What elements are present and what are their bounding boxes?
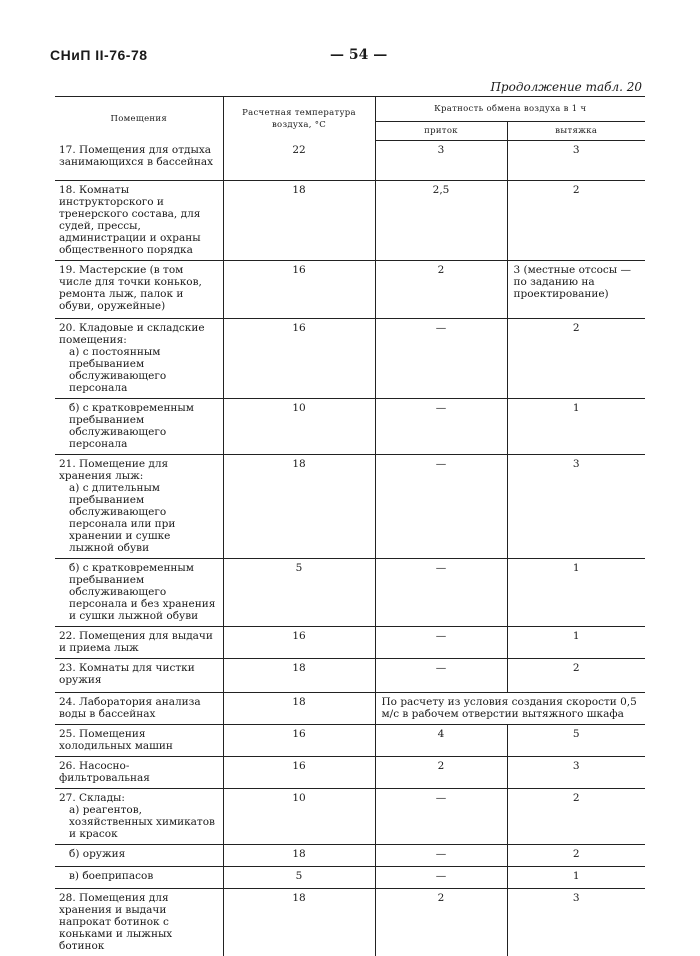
table-continuation-caption: Продолжение табл. 20: [490, 80, 642, 94]
room-temperature: 10: [223, 789, 375, 845]
header-exhaust: вытяжка: [507, 122, 645, 141]
room-temperature: 5: [223, 559, 375, 627]
room-group-title: 21. Помещение для хранения лыж:: [59, 458, 168, 482]
room-group-title: 27. Склады:: [59, 792, 125, 804]
room-temperature: 18: [223, 845, 375, 867]
table-row: [55, 559, 645, 627]
inflow-rate: —: [375, 455, 507, 559]
exhaust-rate: 3: [507, 889, 645, 956]
exhaust-rate: 2: [507, 845, 645, 867]
exhaust-rate: 3 (местные отсосы — по заданию на проектирование): [507, 261, 645, 319]
inflow-rate: —: [375, 559, 507, 627]
exhaust-rate: 2: [507, 659, 645, 693]
room-name: 26. Насосно-фильтровальная: [55, 757, 223, 789]
room-name: 25. Помещения холодильных машин: [55, 725, 223, 757]
table-row: [55, 867, 645, 889]
exhaust-rate: 3: [507, 455, 645, 559]
room-temperature: 22: [223, 141, 375, 181]
table-row: [55, 789, 645, 845]
room-name: 22. Помещения для выдачи и приема лыж: [55, 627, 223, 659]
header-temperature: Расчетная температура воздуха, °С: [223, 97, 375, 141]
room-name: 24. Лаборатория анализа воды в бассейнах: [55, 693, 223, 725]
room-temperature: 18: [223, 889, 375, 956]
inflow-rate: 2: [375, 757, 507, 789]
room-temperature: 16: [223, 261, 375, 319]
table-row: [55, 181, 645, 261]
inflow-rate: —: [375, 319, 507, 399]
table-row: [55, 261, 645, 319]
inflow-rate: 3: [375, 141, 507, 181]
table-row: [55, 141, 645, 181]
exhaust-rate: 1: [507, 399, 645, 455]
room-temperature: 18: [223, 181, 375, 261]
ventilation-table: [55, 96, 645, 956]
room-name: 18. Комнаты инструкторского и тренерского состава, для судей, прессы, администрации и охраны общественного порядка: [55, 181, 223, 261]
exhaust-rate: 2: [507, 181, 645, 261]
header-air-exchange: Кратность обмена воздуха в 1 ч: [375, 97, 645, 122]
room-name: а) с постоянным пребыванием обслуживающего персонала: [59, 346, 219, 394]
room-name: 19. Мастерские (в том числе для точки коньков, ремонта лыж, палок и обуви, оружейные): [55, 261, 223, 319]
exhaust-rate: 2: [507, 789, 645, 845]
room-name: б) с кратковременным пребыванием обслуживающего персонала: [59, 402, 219, 450]
inflow-rate: —: [375, 845, 507, 867]
header-inflow: приток: [375, 122, 507, 141]
table-row: [55, 889, 645, 956]
room-name: 28. Помещения для хранения и выдачи напрокат ботинок с коньками и лыжных ботинок: [55, 889, 223, 956]
inflow-rate: 2,5: [375, 181, 507, 261]
room-temperature: 16: [223, 725, 375, 757]
header-room: Помещения: [55, 97, 223, 141]
table-row: [55, 845, 645, 867]
exhaust-rate: 2: [507, 319, 645, 399]
room-name: в) боеприпасов: [59, 870, 219, 882]
room-name: 17. Помещения для отдыха занимающихся в бассейнах: [55, 141, 223, 181]
table-row: [55, 693, 645, 725]
inflow-rate: —: [375, 789, 507, 845]
room-temperature: 16: [223, 319, 375, 399]
room-temperature: 16: [223, 757, 375, 789]
inflow-rate: 2: [375, 261, 507, 319]
table-row: [55, 455, 645, 559]
room-temperature: 16: [223, 627, 375, 659]
inflow-rate: —: [375, 659, 507, 693]
page-number: — 54 —: [330, 47, 387, 63]
inflow-rate: 4: [375, 725, 507, 757]
exhaust-rate: 1: [507, 627, 645, 659]
document-code: СНиП II-76-78: [50, 47, 148, 63]
room-temperature: 18: [223, 659, 375, 693]
exhaust-rate: 1: [507, 867, 645, 889]
inflow-rate: —: [375, 399, 507, 455]
room-temperature: 10: [223, 399, 375, 455]
inflow-rate: —: [375, 627, 507, 659]
exhaust-rate: 3: [507, 141, 645, 181]
table-row: [55, 659, 645, 693]
table-row: [55, 319, 645, 399]
table-row: [55, 725, 645, 757]
table-row: [55, 399, 645, 455]
room-temperature: 18: [223, 455, 375, 559]
table-row: [55, 757, 645, 789]
room-name: б) с кратковременным пребыванием обслуживающего персонала и без хранения и сушки лыжной обуви: [59, 562, 219, 622]
room-name: 23. Комнаты для чистки оружия: [55, 659, 223, 693]
room-group-title: 20. Кладовые и складские помещения:: [59, 322, 205, 346]
room-name: а) с длительным пребыванием обслуживающего персонала или при хранении и сушке лыжной обуви: [59, 482, 219, 554]
room-name: а) реагентов, хозяйственных химикатов и красок: [59, 804, 219, 840]
room-temperature: 5: [223, 867, 375, 889]
exchange-note: По расчету из условия создания скорости 0,5 м/с в рабочем отверстии вытяжного шкафа: [375, 693, 645, 725]
inflow-rate: 2: [375, 889, 507, 956]
room-name: б) оружия: [59, 848, 219, 860]
table-row: [55, 627, 645, 659]
exhaust-rate: 5: [507, 725, 645, 757]
inflow-rate: —: [375, 867, 507, 889]
room-temperature: 18: [223, 693, 375, 725]
exhaust-rate: 3: [507, 757, 645, 789]
exhaust-rate: 1: [507, 559, 645, 627]
